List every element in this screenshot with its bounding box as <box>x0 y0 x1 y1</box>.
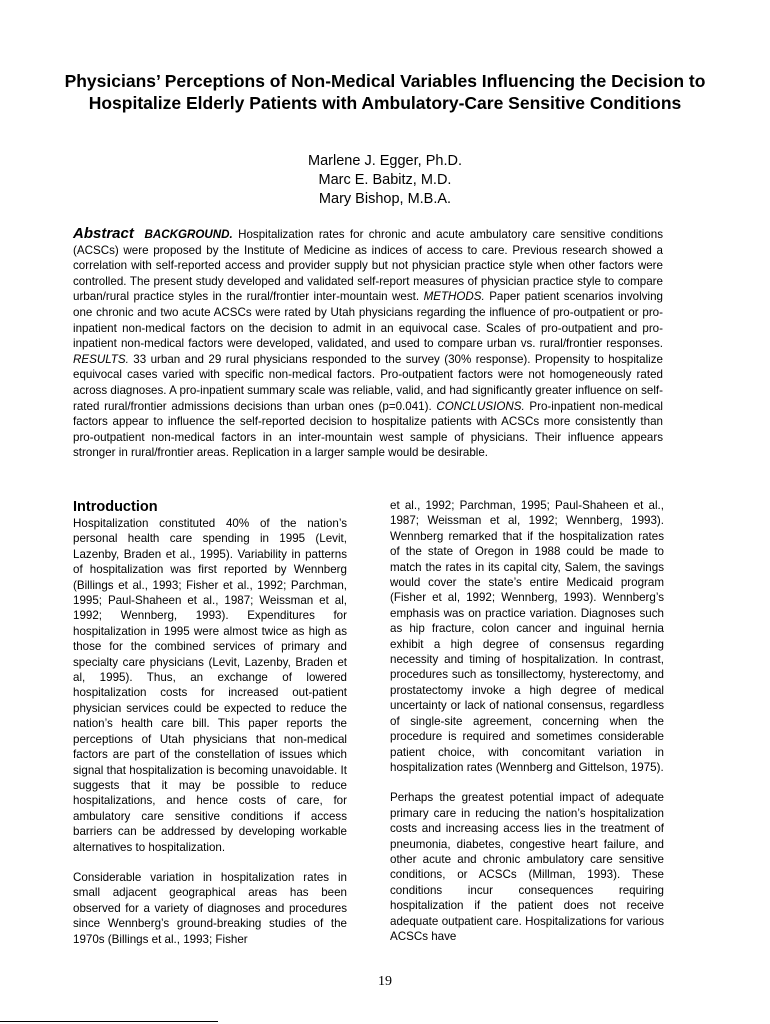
body-paragraph: Considerable variation in hospitalization rates in small adjacent geographical areas has been observed for a variety of diagnoses and procedures since Wennberg’s ground-breaking studies of the 1970s (Billings et al., 1993; Fisher <box>73 870 347 946</box>
page-number: 19 <box>378 974 392 989</box>
conclusions-label: CONCLUSIONS. <box>436 399 525 413</box>
paper-title: Physicians’ Perceptions of Non-Medical Variables Influencing the Decision to Hospitalize Elderly Patients with Ambulatory-Care Sensitive Conditions <box>64 71 706 113</box>
author-name: Mary Bishop, M.B.A. <box>318 191 452 207</box>
right-column <box>390 498 664 944</box>
background-text: Hospitalization rates for chronic and acute ambulatory care sensitive conditions (ACSCs) were proposed by the Institute of Medicine as indices of access to care. Previous research showed a correlation with self-reported access and provider supply but not physician practice style when other factors were controlled. The present study developed and validated self-report measures of physician practice style to compare urban/rural practice styles in the rural/frontier inter-mountain west. <box>73 228 663 304</box>
results-text: 33 urban and 29 rural physicians responded to the survey (30% response). Propensity to hospitalize equivocal cases varied with specific non-medical factors. Pro-outpatient factors were not homogeneously rated across diagnoses. A pro-inpatient summary scale was reliable, valid, and had significantly greater influence on self-rated rural/frontier admissions decisions than urban ones (p=0.041). <box>73 352 663 413</box>
methods-text: Paper patient scenarios involving one chronic and two acute ACSCs were rated by Utah physicians regarding the influence of pro-outpatient or pro-inpatient non-medical factors on the decision to admit in an equivocal case. Scales of pro-outpatient and pro-inpatient non-medical factors were developed, validated, and used to compare urban vs. rural/frontier responses. <box>73 290 663 351</box>
author-name: Marc E. Babitz, M.D. <box>318 172 452 188</box>
results-label: RESULTS. <box>73 352 129 366</box>
introduction-heading: Introduction <box>73 499 158 515</box>
author-list <box>185 152 585 209</box>
author-name: Marlene J. Egger, Ph.D. <box>308 153 462 169</box>
left-column <box>73 498 347 947</box>
abstract <box>73 226 663 461</box>
methods-label: METHODS. <box>423 290 485 304</box>
footnote-divider <box>0 1021 218 1022</box>
body-paragraph: et al., 1992; Parchman, 1995; Paul-Shaheen et al., 1987; Weissman et al, 1992; Wennberg, 1993). Wennberg remarked that if the hospitalization rates of the state of Oregon in 1988 could be made to match the rates in its capital city, Salem, the savings would cover the state’s entire Medicaid program (Fisher et al, 1992; Wennberg, 1993). Wennberg’s emphasis was on practice variation. Diagnoses such as hip fracture, colon cancer and inguinal hernia exhibit a high degree of consensus regarding necessity and timing of hospitalization. In contrast, procedures such as tonsillectomy, hysterectomy, and prostatectomy invoke a high degree of medical uncertainty or lack of national consensus, regardless of single-site agreement, concerning when the procedure is required and sometimes considerable patient choice, with concomitant variation in hospitalization rates (Wennberg and Gittelson, 1975). <box>390 499 664 774</box>
body-paragraph: Perhaps the greatest potential impact of adequate primary care in reducing the nation’s hospitalization costs and increasing access lies in the treatment of pneumonia, diabetes, congestive heart failure, and other acute and chronic ambulatory care sensitive conditions, or ACSCs (Millman, 1993). These conditions incur consequences requiring hospitalization if the patient does not receive adequate outpatient care. Hospitalizations for various ACSCs have <box>390 791 664 943</box>
abstract-heading: Abstract <box>73 225 134 242</box>
conclusions-text: Pro-inpatient non-medical factors appear to influence the self-reported decision to hospitalize patients with ACSCs more consistently than pro-outpatient non-medical factors in an inter-mountain west sample of physicians. Their influence appears stronger in rural/frontier areas. Replication in a larger sample would be desirable. <box>73 399 663 460</box>
body-paragraph: Hospitalization constituted 40% of the nation’s personal health care spending in 1995 (Levit, Lazenby, Braden et al., 1995). Variability in patterns of hospitalization was first reported by Wennberg (Billings et al., 1993; Fisher et al., 1992; Parchman, 1995; Paul-Shaheen et al., 1987; Weissman et al, 1992; Wennberg, 1993). Expenditures for hospitalization in 1995 were almost twice as high as those for the combined services of primary and specialty care physicians (Levit, Lazenby, Braden et al, 1995). Thus, an exchange of lowered hospitalization costs for increased out-patient physician services could be expected to reduce the nation’s health care bill. This paper reports the perceptions of Utah physicians that non-medical factors are part of the constellation of issues which signal that hospitalization is becoming unavoidable. It suggests that it may be possible to reduce hospitalizations, and hence costs of care, for ambulatory care sensitive conditions if access barriers can be addressed by developing workable alternatives to hospitalization. <box>73 517 347 854</box>
background-label: BACKGROUND. <box>144 228 233 241</box>
